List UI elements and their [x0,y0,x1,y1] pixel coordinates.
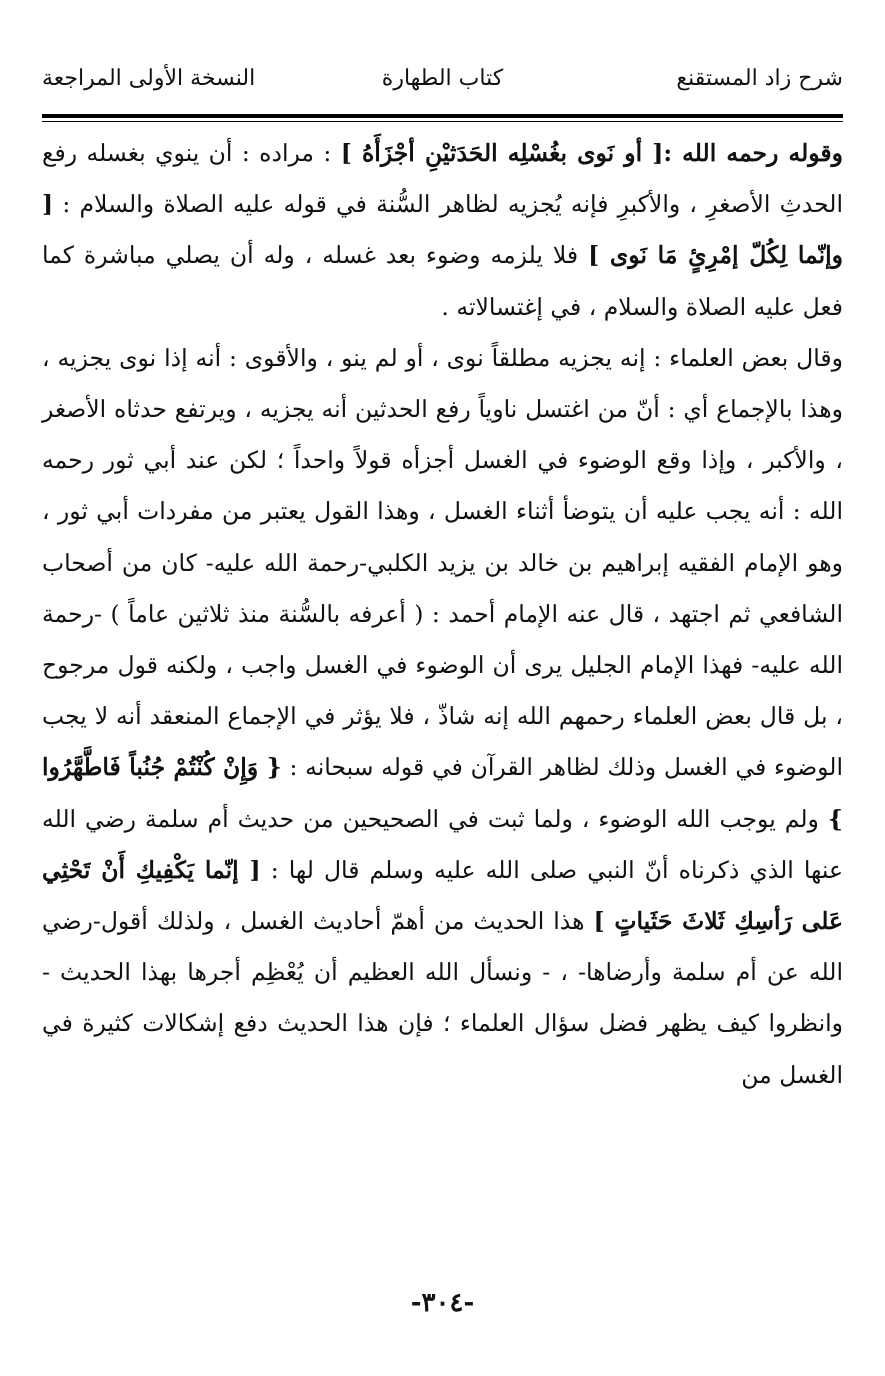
hadith-quote: [ وإنّما لِكُلّ إمْرِئٍ مَا نَوى ] [42,190,843,270]
paragraph-text: هذا الحديث من أهمّ أحاديث الغسل ، ولذلك أقول-رضي الله عن أم سلمة وأرضاها- ، - ونسأل الله العظيم أن يُعْظِم أجرها بهذا الحديث - وانظروا كيف يظهر فضل سؤال العلماء ؛ فإن هذا الحديث دفع إشكالات كثيرة في الغسل من [42,907,843,1089]
matn-quote: [ أو نَوى بغُسْلِه الحَدَثيْنِ أجْزَأَهُ ] [340,139,664,167]
header-divider-thin [42,121,843,122]
paragraph-text: : مراده : أن ينوي بغسله رفع الحدثِ الأصغرِ ، والأكبرِ فإنه يُجزيه لظاهر السُّنة في قوله عليه الصلاة والسلام : [42,139,843,219]
paragraph-2 [42,333,843,1101]
paragraph-text: وقال بعض العلماء : إنه يجزيه مطلقاً نوى ، أو لم ينو ، والأقوى : أنه إذا نوى يجزيه ، وهذا بالإجماع أي : أنّ من اغتسل ناوياً رفع الحدثين أنه يجزيه ، ويرتفع حدثاه الأصغر ، والأكبر ، وإذا وقع الوضوء في الغسل أجزأه قولاً واحداً ؛ لكن عند أبي ثور رحمه الله : أنه يجب عليه أن يتوضأ أثناء الغسل ، وهذا القول يعتبر من مفردات أبي ثور ، وهو الإمام الفقيه إبراهيم بن خالد بن يزيد الكلبي-رحمة الله عليه- كان من أصحاب الشافعي ثم اجتهد ، قال عنه الإمام أحمد : ( أعرفه بالسُّنة منذ ثلاثين عاماً ) -رحمة الله عليه- فهذا الإمام الجليل يرى أن الوضوء في الغسل واجب ، ولكنه قول مرجوح ، بل قال بعض العلماء رحمهم الله إنه شاذّ ، فلا يؤثر في الإجماع المنعقد أنه لا يجب الوضوء في الغسل وذلك لظاهر القرآن في قوله سبحانه : [42,343,843,782]
header-divider-thick [42,114,843,118]
paragraph-1 [42,128,843,333]
running-header [42,66,843,106]
body-text [42,128,843,1101]
book-title: شرح زاد المستقنع [676,66,843,91]
hadith-quote: [ إنّما يَكْفِيكِ أَنْ تَحْثِي عَلى رَأسِكِ ثَلاثَ حَثَياتٍ ] [42,855,843,936]
edition-label: النسخة الأولى المراجعة [42,66,256,91]
page-number: -٣٠٤- [410,1288,475,1318]
paragraph-text: ولم يوجب الله الوضوء ، ولما ثبت في الصحيحين من حديث أم سلمة رضي الله عنها الذي ذكرناه أنّ النبي صلى الله عليه وسلم قال لها : [42,804,843,884]
paragraph-text: فلا يلزمه وضوء بعد غسله ، وله أن يصلي مباشرة كما فعل عليه الصلاة والسلام ، في إغتسالاته . [42,241,843,321]
quran-quote: { وَإِنْ كُنْتُمْ جُنُباً فَاطَّهَّرُوا } [42,753,843,833]
lead-phrase: وقوله رحمه الله : [663,139,843,167]
chapter-title: كتاب الطهارة [381,66,504,91]
